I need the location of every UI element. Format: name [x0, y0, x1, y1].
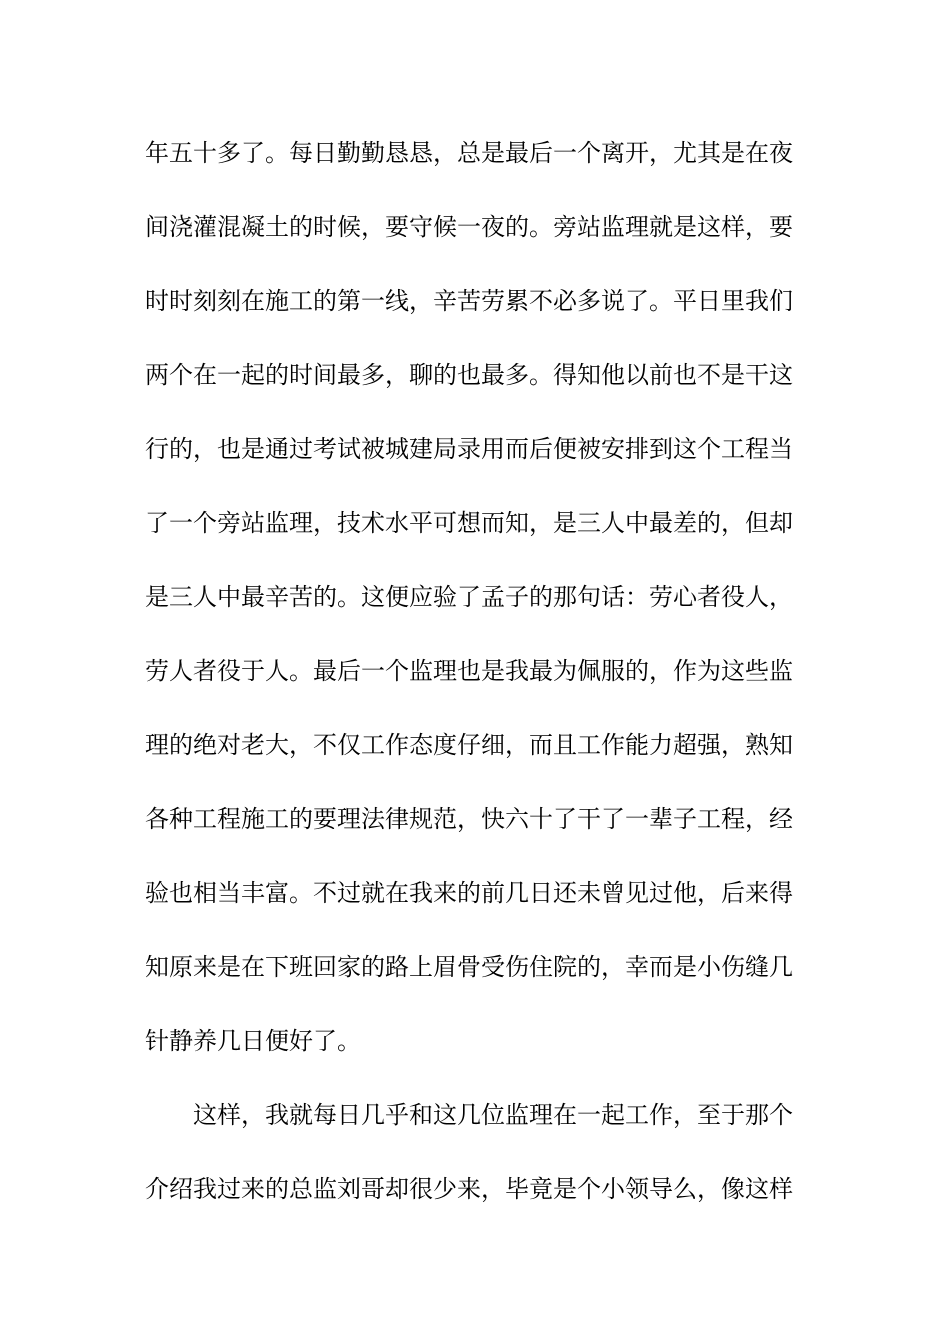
- text-line: 验也相当丰富。不过就在我来的前几日还未曾见过他，后来得: [145, 879, 793, 907]
- text-line: 理的绝对老大，不仅工作态度仔细，而且工作能力超强，熟知: [145, 731, 793, 759]
- text-line: 是三人中最辛苦的。这便应验了孟子的那句话：劳心者役人，: [145, 583, 793, 611]
- text-line: 两个在一起的时间最多，聊的也最多。得知他以前也不是干这: [145, 361, 793, 389]
- text-line: 介绍我过来的总监刘哥却很少来，毕竟是个小领导么，像这样: [145, 1175, 793, 1203]
- text-line: 行的，也是通过考试被城建局录用而后便被安排到这个工程当: [145, 435, 793, 463]
- text-line: 了一个旁站监理，技术水平可想而知，是三人中最差的，但却: [145, 509, 793, 537]
- text-line: 各种工程施工的要理法律规范，快六十了干了一辈子工程，经: [145, 805, 793, 833]
- text-line: 年五十多了。每日勤勤恳恳，总是最后一个离开，尤其是在夜: [145, 139, 793, 167]
- text-line: 时时刻刻在施工的第一线，辛苦劳累不必多说了。平日里我们: [145, 287, 793, 315]
- text-line: 劳人者役于人。最后一个监理也是我最为佩服的，作为这些监: [145, 657, 793, 685]
- text-line: 针静养几日便好了。: [145, 1027, 361, 1055]
- paragraph-start-line: 这样，我就每日几乎和这几位监理在一起工作，至于那个: [193, 1101, 793, 1129]
- body-text: [145, 128, 815, 1238]
- text-line: 间浇灌混凝土的时候，要守候一夜的。旁站监理就是这样，要: [145, 213, 793, 241]
- text-line: 知原来是在下班回家的路上眉骨受伤住院的，幸而是小伤缝几: [145, 953, 793, 981]
